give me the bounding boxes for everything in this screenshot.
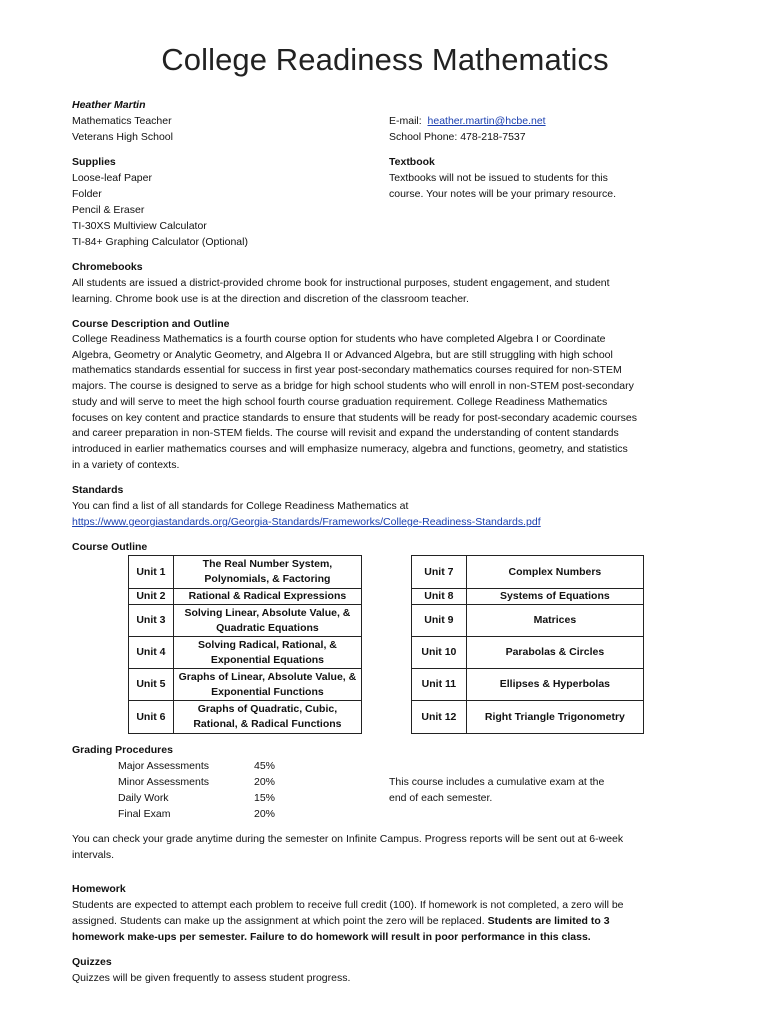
exam-note xyxy=(389,774,604,806)
unit-topic: Ellipses & Hyperbolas xyxy=(466,669,643,701)
chromebooks-text: All students are issued a district-provided chrome book for instructional purposes, student engagement, and student xyxy=(72,277,610,289)
textbook-section xyxy=(389,154,616,202)
standards-text: You can find a list of all standards for College Readiness Mathematics at xyxy=(72,500,409,512)
progress-note xyxy=(72,831,623,863)
chromebooks-section xyxy=(72,259,610,307)
grade-value: 20% xyxy=(254,776,276,788)
textbook-text: course. Your notes will be your primary resource. xyxy=(389,188,617,200)
standards-section xyxy=(72,482,541,530)
quizzes-text: Quizzes will be given frequently to assess student progress. xyxy=(72,972,351,984)
quizzes-heading: Quizzes xyxy=(72,956,112,968)
chromebooks-text: learning. Chrome book use is at the direction and discretion of the classroom teacher. xyxy=(72,293,469,305)
unit-topic: Parabolas & Circles xyxy=(466,637,643,669)
grade-label: Daily Work xyxy=(118,792,169,804)
table-row xyxy=(412,637,644,669)
email-line xyxy=(389,113,546,129)
unit-topic: Graphs of Linear, Absolute Value, & Exponential Functions xyxy=(173,669,361,701)
table-row xyxy=(412,669,644,701)
school-phone: School Phone: 478-218-7537 xyxy=(389,131,526,143)
description-line: mathematics standards essential for success in first year post-secondary mathematics courses required for non-STEM xyxy=(72,364,622,377)
supply-item: Pencil & Eraser xyxy=(72,204,145,216)
unit-label: Unit 10 xyxy=(412,637,467,669)
grade-label: Major Assessments xyxy=(118,760,210,772)
table-row xyxy=(129,637,362,669)
supply-item: TI-84+ Graphing Calculator (Optional) xyxy=(72,236,248,248)
grade-label: Final Exam xyxy=(118,808,171,820)
description-line: Algebra, Geometry or Analytic Geometry, and Algebra II or Advanced Algebra, but are still struggling with high school xyxy=(72,348,613,361)
table-row xyxy=(129,605,362,637)
unit-label: Unit 9 xyxy=(412,605,467,637)
supply-item: Loose-leaf Paper xyxy=(72,172,152,184)
course-outline-heading: Course Outline xyxy=(72,541,148,553)
exam-note-line: end of each semester. xyxy=(389,792,493,804)
table-row xyxy=(129,589,362,605)
supplies-heading: Supplies xyxy=(72,156,116,168)
unit-label: Unit 8 xyxy=(412,589,467,605)
unit-label: Unit 11 xyxy=(412,669,467,701)
homework-text-plain: assigned. Students can make up the assignment at which point the zero will be replaced. xyxy=(72,915,485,927)
unit-topic: Right Triangle Trigonometry xyxy=(466,701,643,734)
description-line: study and will serve to meet the high school fourth course graduation requirement. College Readiness Mathematics xyxy=(72,395,608,408)
homework-section xyxy=(72,881,624,945)
unit-label: Unit 4 xyxy=(129,637,174,669)
unit-topic: The Real Number System, Polynomials, & Factoring xyxy=(173,556,361,589)
unit-topic: Matrices xyxy=(466,605,643,637)
unit-label: Unit 1 xyxy=(129,556,174,589)
unit-label: Unit 12 xyxy=(412,701,467,734)
description-line: College Readiness Mathematics is a fourth course option for students who have completed Algebra I or Coordinate xyxy=(72,333,606,345)
table-row xyxy=(412,605,644,637)
teacher-role: Mathematics Teacher xyxy=(72,115,172,127)
progress-line: intervals. xyxy=(72,849,115,861)
table-row xyxy=(129,669,362,701)
grade-label: Minor Assessments xyxy=(118,776,210,788)
homework-text-bold: homework make-ups per semester. Failure to do homework will result in poor performance in this class. xyxy=(72,931,591,943)
unit-topic: Graphs of Quadratic, Cubic, Rational, & Radical Functions xyxy=(173,701,361,734)
unit-label: Unit 3 xyxy=(129,605,174,637)
supplies-section xyxy=(72,154,248,250)
grade-row xyxy=(118,790,275,806)
standards-link[interactable]: https://www.georgiastandards.org/Georgia-Standards/Frameworks/College-Readiness-Standards.pdf xyxy=(72,516,541,528)
description-line: focuses on key content and practice standards to ensure that students will be ready for post-secondary academic courses xyxy=(72,411,637,424)
homework-text xyxy=(72,913,624,929)
course-description-heading: Course Description and Outline xyxy=(72,318,230,330)
teacher-name: Heather Martin xyxy=(72,99,146,111)
grade-row xyxy=(118,758,275,774)
email-link[interactable]: heather.martin@hcbe.net xyxy=(427,115,546,127)
teacher-info xyxy=(72,97,173,145)
grade-row xyxy=(118,774,275,790)
description-line: in a variety of contexts. xyxy=(72,458,180,471)
chromebooks-heading: Chromebooks xyxy=(72,261,143,273)
unit-label: Unit 5 xyxy=(129,669,174,701)
unit-topic: Rational & Radical Expressions xyxy=(173,589,361,605)
standards-heading: Standards xyxy=(72,484,124,496)
teacher-school: Veterans High School xyxy=(72,131,173,143)
progress-line: You can check your grade anytime during the semester on Infinite Campus. Progress reports will be sent out at 6-week xyxy=(72,833,624,845)
homework-text: Students are expected to attempt each problem to receive full credit (100). If homework is not completed, a zero will be xyxy=(72,899,624,911)
exam-note-line: This course includes a cumulative exam at the xyxy=(389,776,605,788)
unit-topic: Solving Linear, Absolute Value, & Quadratic Equations xyxy=(173,605,361,637)
email-label: E-mail: xyxy=(389,115,422,127)
description-line: majors. The course is designed to serve as a bridge for high school students who will enroll in non-STEM post-secondary xyxy=(72,380,634,393)
quizzes-section xyxy=(72,954,350,986)
textbook-heading: Textbook xyxy=(389,156,435,168)
unit-label: Unit 7 xyxy=(412,556,467,589)
course-description-section xyxy=(72,316,637,473)
unit-topic: Systems of Equations xyxy=(466,589,643,605)
page-title: College Readiness Mathematics xyxy=(161,42,609,77)
table-row xyxy=(412,701,644,734)
grading-table xyxy=(118,758,275,822)
unit-topic: Complex Numbers xyxy=(466,556,643,589)
unit-label: Unit 2 xyxy=(129,589,174,605)
table-row xyxy=(412,589,644,605)
grading-heading: Grading Procedures xyxy=(72,744,173,756)
contact-info xyxy=(389,113,546,145)
grade-row xyxy=(118,806,275,822)
unit-label: Unit 6 xyxy=(129,701,174,734)
outline-table-left xyxy=(128,555,362,734)
grade-value: 20% xyxy=(254,808,276,820)
description-line: introduced in earlier mathematics courses and will emphasize numeracy, algebra and functions, geometry, and statistics xyxy=(72,442,628,455)
outline-table-right xyxy=(411,555,644,734)
grade-value: 45% xyxy=(254,760,276,772)
textbook-text: Textbooks will not be issued to students for this xyxy=(389,172,608,184)
grade-value: 15% xyxy=(254,792,276,804)
table-row xyxy=(412,556,644,589)
homework-heading: Homework xyxy=(72,883,126,895)
table-row xyxy=(129,701,362,734)
table-row xyxy=(129,556,362,589)
unit-topic: Solving Radical, Rational, & Exponential Equations xyxy=(173,637,361,669)
supply-item: Folder xyxy=(72,188,102,200)
homework-text-bold: Students are limited to 3 xyxy=(484,915,610,927)
description-line: and career preparation in non-STEM fields. The course will revisit and expand the understanding of content standards xyxy=(72,427,619,440)
supply-item: TI-30XS Multiview Calculator xyxy=(72,220,207,232)
